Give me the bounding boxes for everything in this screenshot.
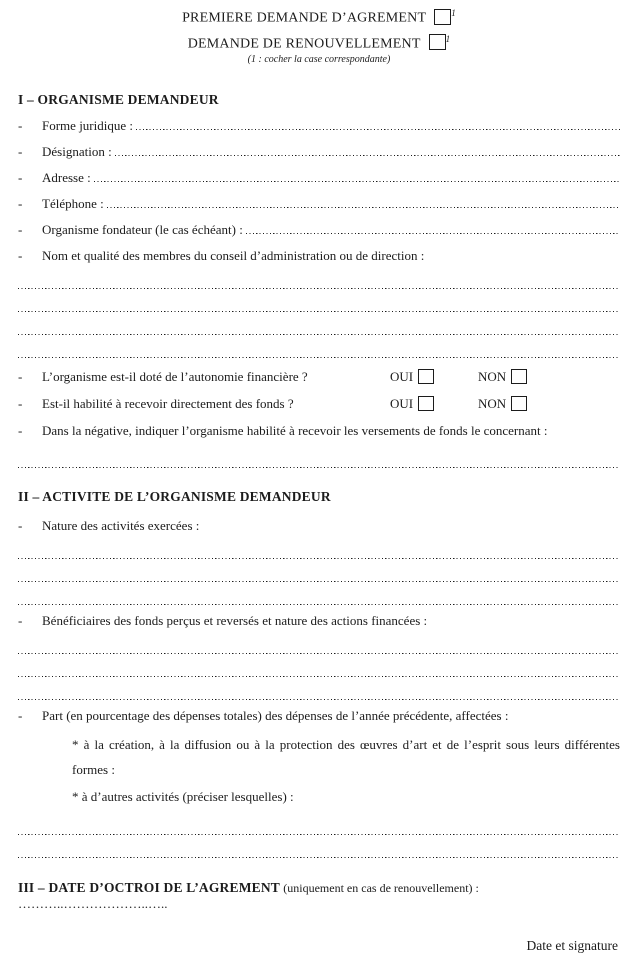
dotted-write-line xyxy=(18,654,620,677)
answer-yes xyxy=(390,396,478,412)
field-label: Adresse : xyxy=(42,170,91,186)
bullet-dash: - xyxy=(18,222,23,238)
dotted-leader xyxy=(107,204,620,208)
part-label: Part (en pourcentage des dépenses totales) des dépenses de l’année précédente, affectées : xyxy=(42,708,509,724)
field-row-forme-juridique xyxy=(18,118,620,134)
date-signature-label: Date et signature xyxy=(526,938,618,954)
field-row-membres-conseil xyxy=(18,248,620,264)
dotted-write-line xyxy=(18,335,620,358)
dotted-leader xyxy=(246,230,620,234)
oui-checkbox[interactable] xyxy=(418,369,434,384)
bullet-dash: - xyxy=(18,248,23,264)
field-row-nature-activites xyxy=(18,518,620,534)
answer-yes xyxy=(390,369,478,385)
non-checkbox[interactable] xyxy=(511,369,527,384)
question-label: L’organisme est-il doté de l’autonomie financière ? xyxy=(42,369,308,385)
dotted-write-line xyxy=(18,289,620,312)
first-request-label: PREMIERE DEMANDE D’AGREMENT xyxy=(182,10,427,26)
non-label: NON xyxy=(478,369,507,385)
renewal-label: DEMANDE DE RENOUVELLEMENT xyxy=(187,36,421,52)
beneficiaries-label: Bénéficiaires des fonds perçus et reversés et nature des actions financées : xyxy=(42,613,428,629)
field-label: Nom et qualité des membres du conseil d’administration ou de direction : xyxy=(42,248,425,264)
checkbox-instruction-note: (1 : cocher la case correspondante) xyxy=(247,54,391,66)
field-row-telephone xyxy=(18,196,620,212)
bullet-dash: - xyxy=(18,369,23,385)
agrement-date-dots: ………..………………..….. xyxy=(18,896,168,912)
section-3-line xyxy=(18,880,620,912)
dotted-write-line xyxy=(18,677,620,700)
answer-no xyxy=(478,369,527,385)
bullet-dash: - xyxy=(18,118,23,134)
bullet-dash: - xyxy=(18,196,23,212)
non-label: NON xyxy=(478,396,507,412)
dotted-write-line xyxy=(18,559,620,582)
oui-label: OUI xyxy=(390,396,414,412)
section-2-title: II – ACTIVITE DE L’ORGANISME DEMANDEUR xyxy=(18,489,331,505)
dotted-write-line xyxy=(18,536,620,559)
field-row-negative-case xyxy=(18,423,620,439)
bullet-dash: - xyxy=(18,518,23,534)
bullet-dash: - xyxy=(18,170,23,186)
field-label: Forme juridique : xyxy=(42,118,133,134)
dotted-leader xyxy=(115,152,620,156)
dotted-write-line xyxy=(18,582,620,605)
dotted-write-line xyxy=(18,266,620,289)
dotted-leader xyxy=(94,178,620,182)
bullet-dash: - xyxy=(18,613,23,629)
negative-case-label: Dans la négative, indiquer l’organisme habilité à recevoir les versements de fonds le concernant : xyxy=(42,423,548,439)
section-3-title: III – DATE D’OCTROI DE L’AGREMENT xyxy=(18,880,281,896)
dotted-write-line xyxy=(18,312,620,335)
checkbox-superscript: 1 xyxy=(445,33,451,44)
dotted-write-line xyxy=(18,835,620,858)
checkbox-superscript: 1 xyxy=(451,8,456,18)
title-renewal xyxy=(18,34,620,53)
nature-label: Nature des activités exercées : xyxy=(42,518,200,534)
part-item-creation: * à la création, à la diffusion ou à la protection des œuvres d’art et de l’esprit sous leurs différentes formes : xyxy=(72,737,620,778)
field-row-beneficiaires xyxy=(18,613,620,629)
section-3-note: (uniquement en cas de renouvellement) : xyxy=(283,881,479,896)
renewal-checkbox[interactable] xyxy=(429,34,446,50)
first-request-checkbox[interactable] xyxy=(434,9,451,25)
question-label: Est-il habilité à recevoir directement des fonds ? xyxy=(42,396,294,412)
bullet-dash: - xyxy=(18,396,23,412)
field-row-organisme-fondateur xyxy=(18,222,620,238)
non-checkbox[interactable] xyxy=(511,396,527,411)
part-item-other: * à d’autres activités (préciser lesquelles) : xyxy=(72,789,294,805)
field-row-adresse xyxy=(18,170,620,186)
question-row-habilite xyxy=(18,396,620,412)
bullet-dash: - xyxy=(18,708,23,724)
field-row-designation xyxy=(18,144,620,160)
dotted-write-line xyxy=(18,812,620,835)
answer-no xyxy=(478,396,527,412)
dotted-leader xyxy=(136,126,620,130)
field-label: Téléphone : xyxy=(42,196,104,212)
dotted-write-line xyxy=(18,445,620,468)
bullet-dash: - xyxy=(18,144,23,160)
section-1-title: I – ORGANISME DEMANDEUR xyxy=(18,92,219,108)
form-header xyxy=(18,8,620,65)
field-row-part-depenses xyxy=(18,708,620,724)
question-row-autonomie xyxy=(18,369,620,385)
title-first-request xyxy=(18,8,620,27)
oui-label: OUI xyxy=(390,369,414,385)
field-label: Organisme fondateur (le cas échéant) : xyxy=(42,222,243,238)
dotted-write-line xyxy=(18,631,620,654)
oui-checkbox[interactable] xyxy=(418,396,434,411)
field-label: Désignation : xyxy=(42,144,112,160)
bullet-dash: - xyxy=(18,423,23,439)
